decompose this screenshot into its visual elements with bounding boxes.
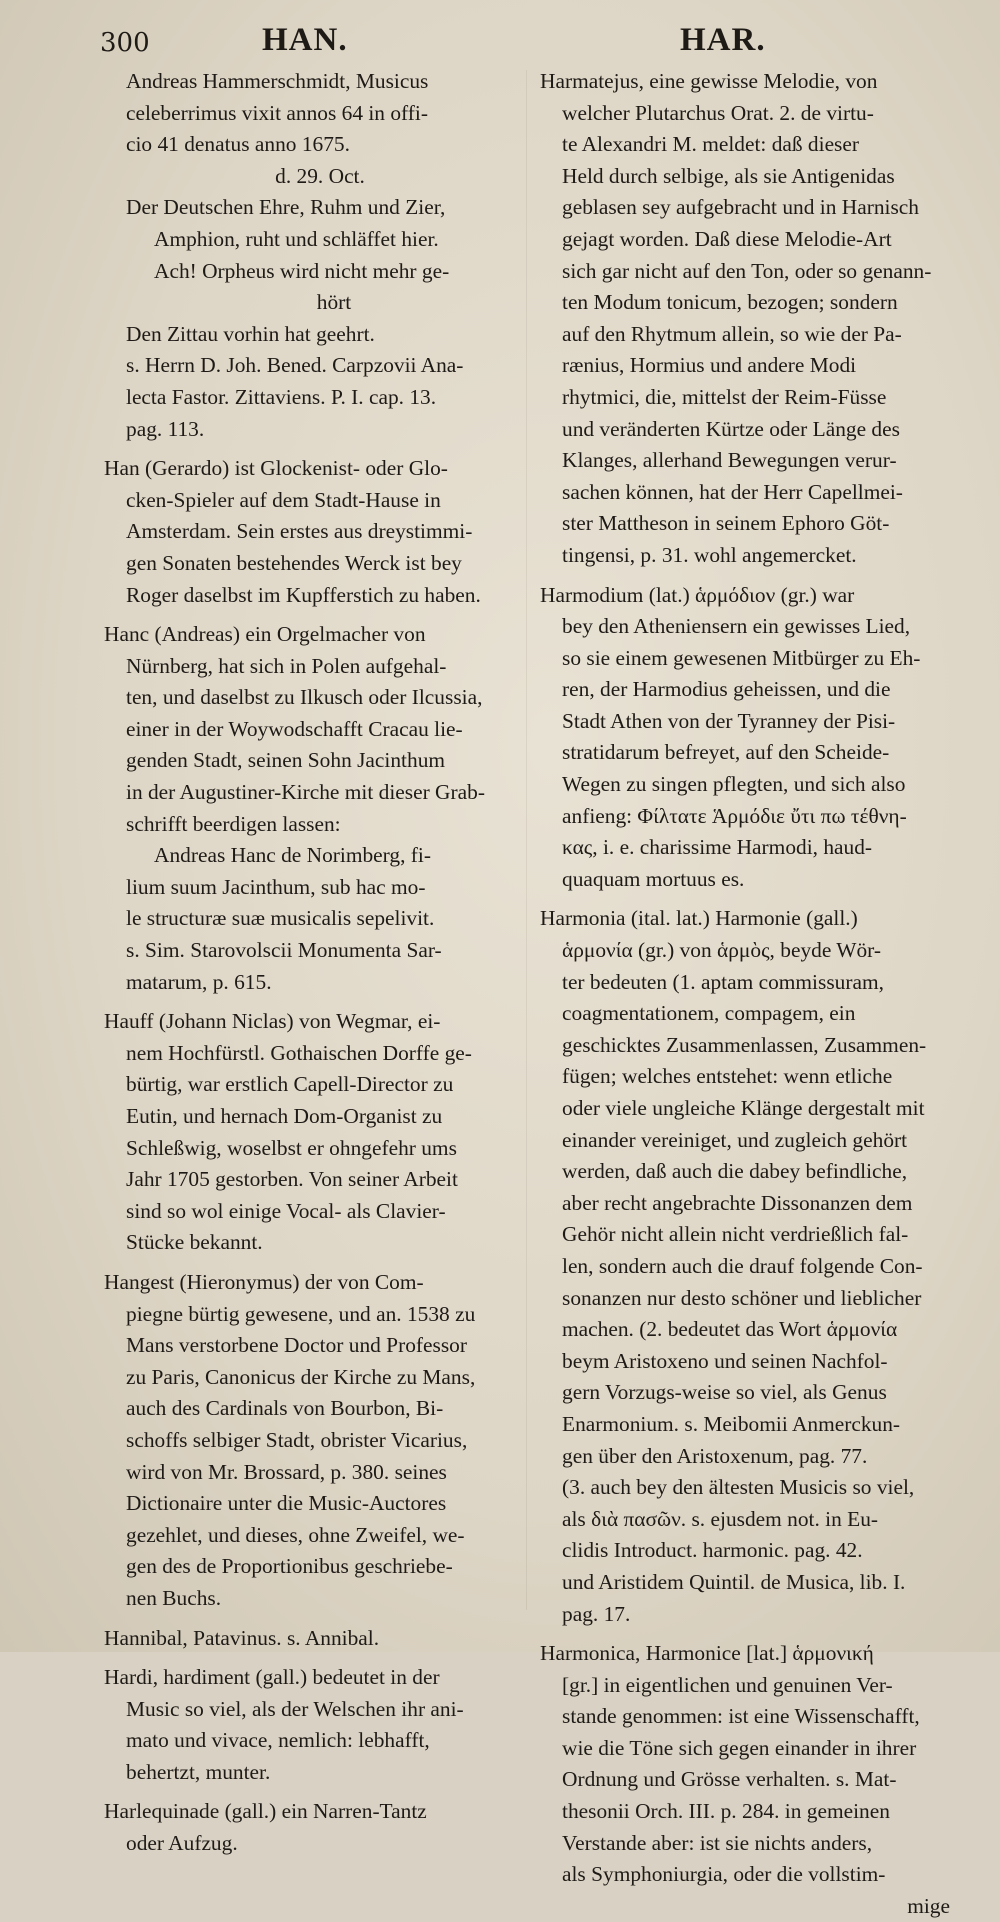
text-line: mato und vivace, nemlich: lebhafft, [126,1728,430,1753]
text-line: Amphion, ruht und schläffet hier. [154,226,439,251]
text-line: beym Aristoxeno und seinen Nachfol- [562,1348,888,1373]
text-line: geschicktes Zusammenlassen, Zusammen- [562,1032,927,1057]
text-line: einer in der Woywodschafft Cracau lie- [126,716,463,741]
text-line: rhytmici, die, mittelst der Reim-Füsse [562,384,887,409]
text-line: gejagt worden. Daß diese Melodie-Art [562,226,892,251]
right-column [540,66,950,1922]
text-line: wie die Töne sich gegen einander in ihrer [562,1735,917,1760]
text-line: oder Aufzug. [126,1831,238,1856]
text-line: Stücke bekannt. [126,1230,263,1255]
text-line: cio 41 denatus anno 1675. [126,132,350,157]
text-line: bey den Atheniensern ein gewisses Lied, [562,614,911,639]
entry-headword-line: Harlequinade (gall.) ein Narren-Tantz [104,1799,427,1824]
text-line: welcher Plutarchus Orat. 2. de virtu- [562,100,874,125]
entry-spacer [540,895,950,903]
text-line: sind so wol einige Vocal- als Clavier- [126,1198,446,1223]
text-line: Nürnberg, hat sich in Polen aufgehal- [126,653,447,678]
text-line: einander vereiniget, und zugleich gehört [562,1127,908,1152]
text-line: [gr.] in eigentlichen und genuinen Ver- [562,1672,893,1697]
text-line: (3. auch bey den ältesten Musicis so viel, [562,1475,915,1500]
text-line: mige [907,1893,950,1918]
text-line: Ordnung und Grösse verhalten. s. Mat- [562,1767,897,1792]
text-line: ten, und daselbst zu Ilkusch oder Ilcussia, [126,685,483,710]
text-line: piegne bürtig gewesene, und an. 1538 zu [126,1301,476,1326]
entry-headword-line: Harmatejus, eine gewisse Melodie, von [540,69,878,93]
entry-spacer [104,1615,514,1623]
text-line: coagmentationem, compagem, ein [562,1001,856,1026]
entry-headword-line: Harmonica, Harmonice [lat.] ἁρμονική [540,1641,874,1666]
entry-headword-line: Hangest (Hieronymus) der von Com- [104,1269,424,1294]
text-line: Amsterdam. Sein erstes aus dreystimmi- [126,519,473,544]
text-line: Den Zittau vorhin hat geehrt. [126,321,375,346]
text-line: und veränderten Kürtze oder Länge des [562,416,900,441]
text-line: schrifft beerdigen lassen: [126,811,341,836]
text-line: Eutin, und hernach Dom-Organist zu [126,1104,443,1128]
text-line: werden, daß auch die dabey befindliche, [562,1159,908,1184]
text-line: Wegen zu singen pflegten, und sich also [562,772,906,797]
text-line: ten Modum tonicum, bezogen; sondern [562,290,898,315]
entry-spacer [104,445,514,453]
entry-spacer [104,998,514,1006]
text-line: und Aristidem Quintil. de Musica, lib. I. [562,1569,906,1594]
text-line: hört [316,290,352,315]
text-line: s. Sim. Starovolscii Monumenta Sar- [126,938,442,963]
text-line: gern Vorzugs-weise so viel, als Genus [562,1380,887,1405]
entry-headword-line: Han (Gerardo) ist Glockenist- oder Glo- [104,456,448,481]
text-line: gen Sonaten bestehendes Werck ist bey [126,550,462,575]
right-running-head: HAR. [680,22,766,58]
left-column [104,66,514,1860]
text-line: behertzt, munter. [126,1759,271,1784]
text-line: nen Buchs. [126,1585,222,1610]
text-line: fügen; welches entstehet: wenn etliche [562,1064,893,1089]
entry-headword-line: Hauff (Johann Niclas) von Wegmar, ei- [104,1009,441,1034]
entry-spacer [540,572,950,580]
entry-headword-line: Hardi, hardiment (gall.) bedeutet in der [104,1665,440,1690]
text-line: bürtig, war erstlich Capell-Director zu [126,1072,454,1097]
text-line: sonanzen nur desto schöner und lieblicher [562,1285,922,1310]
text-line: tingensi, p. 31. wohl angemercket. [562,542,857,567]
text-line: Mans verstorbene Doctor und Professor [126,1333,467,1358]
text-line: auch des Cardinals von Bourbon, Bi- [126,1396,444,1421]
text-line: schoffs selbiger Stadt, obrister Vicarius, [126,1427,468,1452]
text-line: matarum, p. 615. [126,969,272,994]
text-line: ren, der Harmodius geheissen, und die [562,677,891,702]
text-line: Der Deutschen Ehre, Ruhm und Zier, [126,195,446,220]
text-line: Music so viel, als der Welschen ihr ani- [126,1696,464,1721]
text-line: sich gar nicht auf den Ton, oder so genann- [562,258,932,283]
entry-spacer [104,611,514,619]
text-line: aber recht angebrachte Dissonanzen dem [562,1190,913,1215]
text-line: genden Stadt, seinen Sohn Jacinthum [126,748,446,773]
text-line: machen. (2. bedeutet das Wort ἁρμονία [562,1317,898,1342]
text-line: d. 29. Oct. [275,163,365,188]
text-line: geblasen sey aufgebracht und in Harnisch [562,195,919,220]
text-line: Andreas Hammerschmidt, Musicus [126,69,429,93]
text-line: s. Herrn D. Joh. Bened. Carpzovii Ana- [126,353,464,378]
text-line: Andreas Hanc de Norimberg, fi- [154,843,431,868]
text-line: Stadt Athen von der Tyranney der Pisi- [562,708,896,733]
text-line: auf den Rhytmum allein, so wie der Pa- [562,321,902,346]
text-line: Held durch selbige, als sie Antigenidas [562,163,895,188]
text-line: Dictionaire unter die Music-Auctores [126,1491,447,1516]
text-line: Ach! Orpheus wird nicht mehr ge- [154,258,450,283]
entry-headword-line: Harmodium (lat.) ἁρμόδιον (gr.) war [540,582,855,607]
text-line: oder viele ungleiche Klänge dergestalt mit [562,1096,925,1120]
text-line: wird von Mr. Brossard, p. 380. seines [126,1459,447,1484]
text-line: in der Augustiner-Kirche mit dieser Grab- [126,780,485,805]
text-line: celeberrimus vixit annos 64 in offi- [126,100,428,125]
text-line: Enarmonium. s. Meibomii Anmerckun- [562,1411,901,1436]
text-line: ἁρμονία (gr.) von ἁρμὸς, beyde Wör- [562,938,881,963]
text-line: Verstande aber: ist sie nichts anders, [562,1830,873,1855]
text-line: Klanges, allerhand Bewegungen verur- [562,448,897,473]
text-line: Schleßwig, woselbst er ohngefehr ums [126,1135,457,1160]
text-line: so sie einem gewesenen Mitbürger zu Eh- [562,645,921,670]
text-line: te Alexandri M. meldet: daß dieser [562,132,860,157]
text-line: sachen können, hat der Herr Capellmei- [562,479,903,504]
text-line: ster Mattheson in seinem Ephoro Göt- [562,511,890,536]
text-line: rænius, Hormius und andere Modi [562,353,857,378]
text-line: gen des de Proportionibus geschriebe- [126,1554,453,1579]
text-line: nem Hochfürstl. Gothaischen Dorffe ge- [126,1040,472,1065]
column-gutter [526,70,527,1610]
entry-spacer [104,1259,514,1267]
text-line: cken-Spieler auf dem Stadt-Hause in [126,487,441,512]
text-line: pag. 17. [562,1601,631,1626]
text-line: pag. 113. [126,416,205,441]
text-line: thesonii Orch. III. p. 284. in gemeinen [562,1799,890,1824]
entry-spacer [104,1654,514,1662]
entry-headword-line: Harmonia (ital. lat.) Harmonie (gall.) [540,906,858,931]
text-line: lium suum Jacinthum, sub hac mo- [126,874,426,899]
text-line: gezehlet, und dieses, ohne Zweifel, we- [126,1522,465,1547]
text-line: stande genommen: ist eine Wissenschafft, [562,1704,920,1729]
left-running-head: HAN. [262,22,348,58]
text-line: Jahr 1705 gestorben. Von seiner Arbeit [126,1167,458,1192]
text-line: als Symphoniurgia, oder die vollstim- [562,1862,886,1887]
entry-spacer [104,1788,514,1796]
text-line: Gehör nicht allein nicht verdrießlich fal- [562,1222,909,1247]
text-line: lecta Fastor. Zittaviens. P. I. cap. 13. [126,384,437,409]
text-line: quaquam mortuus es. [562,866,745,891]
text-line: len, sondern auch die drauf folgende Con- [562,1253,923,1278]
entry-headword-line: Hannibal, Patavinus. s. Annibal. [104,1625,380,1650]
text-line: ter bedeuten (1. aptam commissuram, [562,969,884,994]
text-line: stratidarum befreyet, auf den Scheide- [562,740,890,765]
page-number: 300 [100,28,150,58]
text-line: als διὰ πασῶν. s. ejusdem not. in Eu- [562,1506,879,1531]
text-line: anfieng: Φίλτατε Ἁρμόδιε ὔτι πω τέθνη- [562,803,907,828]
text-line: gen über den Aristoxenum, pag. 77. [562,1443,868,1468]
running-header [0,14,1000,62]
entry-spacer [540,1630,950,1638]
entry-headword-line: Hanc (Andreas) ein Orgelmacher von [104,622,426,647]
text-line: le structuræ suæ musicalis sepelivit. [126,906,435,931]
text-line: κας, i. e. charissime Harmodi, haud- [562,835,873,860]
text-line: zu Paris, Canonicus der Kirche zu Mans, [126,1364,476,1389]
text-line: clidis Introduct. harmonic. pag. 42. [562,1538,863,1563]
text-line: Roger daselbst im Kupfferstich zu haben. [126,582,481,607]
